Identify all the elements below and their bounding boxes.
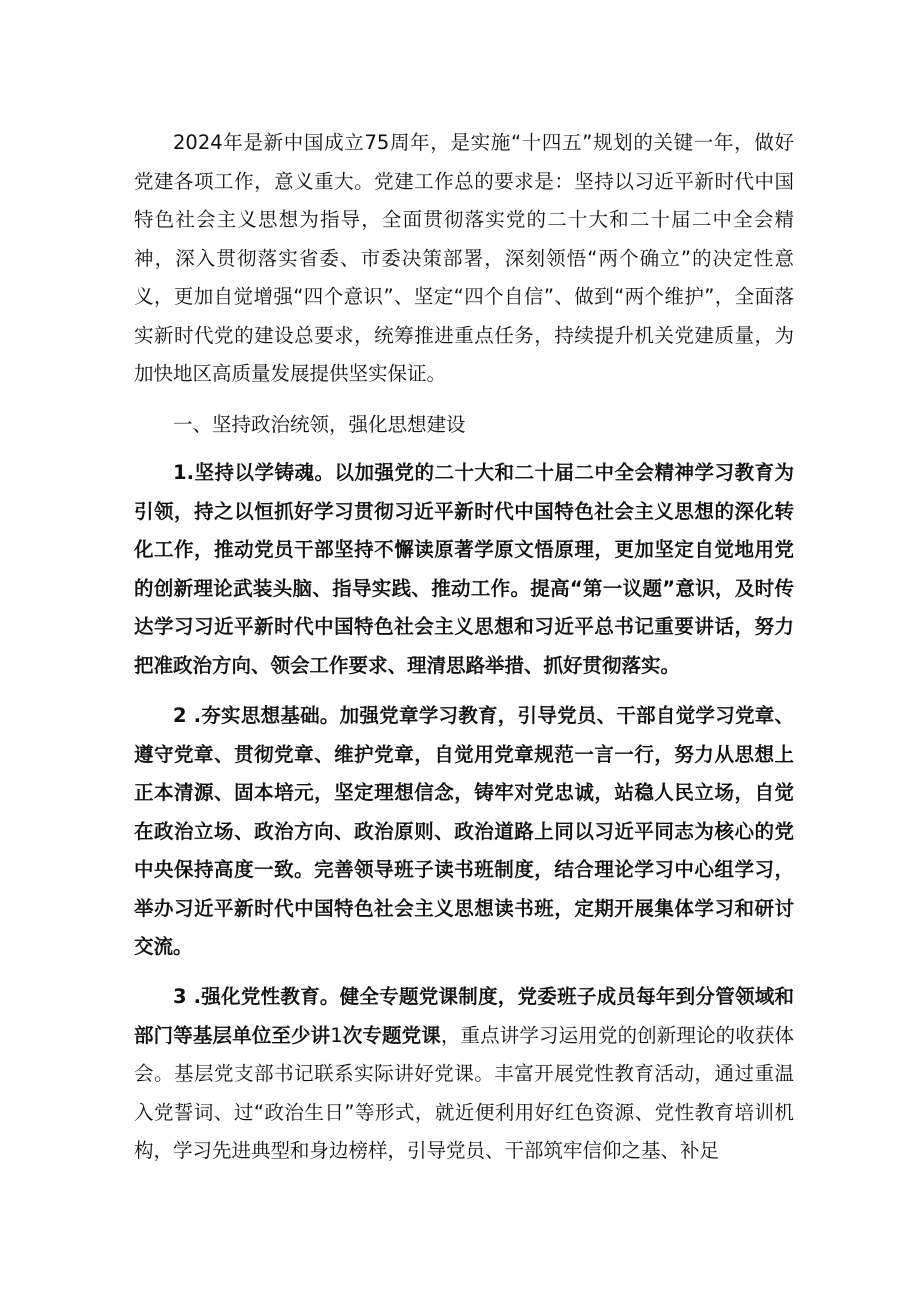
item-3-bold-lead: 3 .强化党性教育。健全专题党课制度，党委班子成员每年到分管领域和部门等基层单位至少讲	[134, 985, 794, 1047]
item-2-paragraph: 2 .夯实思想基础。加强党章学习教育，引导党员、干部自觉学习党章、遵守党章、贯彻党章、维护党章，自觉用党章规范一言一行，努力从思想上正本清源、固本培元，坚定理想信念，铸牢对党忠诚，站稳人民立场，自觉在政治立场、政治方向、政治原则、政治道路上同以习近平同志为核心的党中央保持高度一致。完善领导班子读书班制度，结合理论学习中心组学习，举办习近平新时代中国特色社会主义思想读书班，定期开展集体学习和研讨交流。	[134, 704, 794, 958]
intro-paragraph: 2024年是新中国成立75周年，是实施“十四五”规划的关键一年，做好党建各项工作，意义重大。党建工作总的要求是：坚持以习近平新时代中国特色社会主义思想为指导，全面贯彻落实党的二十大和二十届二中全会精神，深入贯彻落实省委、市委决策部署，深刻领悟“两个确立”的决定性意义，更加自觉增强“四个意识”、坚定“四个自信”、做到“两个维护”，全面落实新时代党的建设总要求，统筹推进重点任务，持续提升机关党建质量，为加快地区高质量发展提供坚实保证。	[134, 131, 794, 385]
item-3-body: ，重点讲学习运用党的创新理论的收获体会。基层党支部书记联系实际讲好党课。丰富开展党性教育活动，通过重温入党誓词、过“政治生日”等形式，就近便利用好红色资源、党性教育培训机构，学习先进典型和身边榜样，引导党员、干部筑牢信仰之基、补足	[134, 1023, 794, 1162]
item-1-paragraph: 1.坚持以学铸魂。以加强党的二十大和二十届二中全会精神学习教育为引领，持之以恒抓好学习贯彻习近平新时代中国特色社会主义思想的深化转化工作，推动党员干部坚持不懈读原著学原文悟原理，更加坚定自觉地用党的创新理论武装头脑、指导实践、推动工作。提高“第一议题”意识，及时传达学习习近平新时代中国特色社会主义思想和习近平总书记重要讲话，努力把准政治方向、领会工作要求、理清思路举措、抓好贯彻落实。	[134, 461, 794, 677]
item-3-number: 1	[330, 1023, 343, 1047]
item-3-bold-tail: 次专题党课	[342, 1023, 441, 1047]
item-3-paragraph	[134, 978, 794, 1171]
section-heading-1: 一、坚持政治统领，强化思想建设	[173, 413, 466, 436]
